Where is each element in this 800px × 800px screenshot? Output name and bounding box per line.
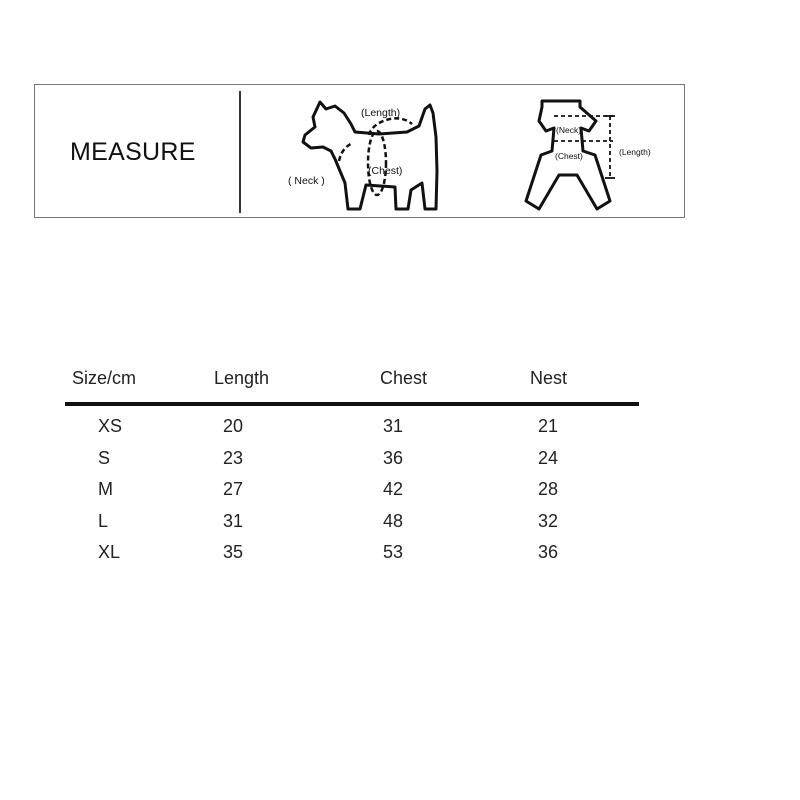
length-cell: 20 (223, 416, 244, 436)
chest-cell: 42 (383, 479, 404, 499)
column-header-length: Length (214, 368, 270, 388)
length-cell: 27 (223, 479, 244, 499)
column-header-size: Size/cm (72, 368, 137, 388)
nest-cell: 21 (538, 416, 559, 436)
size-cell: XL (98, 542, 121, 562)
garment-neck-label: (Neck) (556, 125, 582, 135)
nest-cell: 36 (538, 542, 559, 562)
size-cell: XS (98, 416, 123, 436)
measure-title: MEASURE (70, 138, 196, 166)
size-cell: M (98, 479, 113, 499)
measure-panel (34, 84, 685, 218)
nest-cell: 32 (538, 511, 559, 531)
size-cell: L (98, 511, 109, 531)
table-row (65, 479, 640, 507)
column-header-chest: Chest (380, 368, 428, 388)
header-rule (65, 402, 639, 406)
garment-length-label: (Length) (619, 147, 651, 157)
dog-neck-label: ( Neck ) (288, 175, 325, 187)
table-row (65, 542, 640, 570)
nest-cell: 24 (538, 448, 559, 468)
column-header-nest: Nest (530, 368, 568, 388)
dog-chest-label: (Chest) (368, 165, 403, 177)
length-cell: 23 (223, 448, 244, 468)
chest-cell: 31 (383, 416, 404, 436)
table-row (65, 416, 640, 444)
chest-cell: 48 (383, 511, 404, 531)
garment-chest-label: (Chest) (555, 151, 583, 161)
panel-divider (239, 91, 241, 213)
garment-measure-icon (517, 95, 687, 215)
size-cell: S (98, 448, 111, 468)
nest-cell: 28 (538, 479, 559, 499)
table-row (65, 448, 640, 476)
length-cell: 31 (223, 511, 244, 531)
dog-measure-icon (285, 91, 475, 213)
chest-cell: 36 (383, 448, 404, 468)
length-cell: 35 (223, 542, 244, 562)
table-row (65, 511, 640, 539)
chest-cell: 53 (383, 542, 404, 562)
dog-length-label: (Length) (361, 107, 401, 119)
